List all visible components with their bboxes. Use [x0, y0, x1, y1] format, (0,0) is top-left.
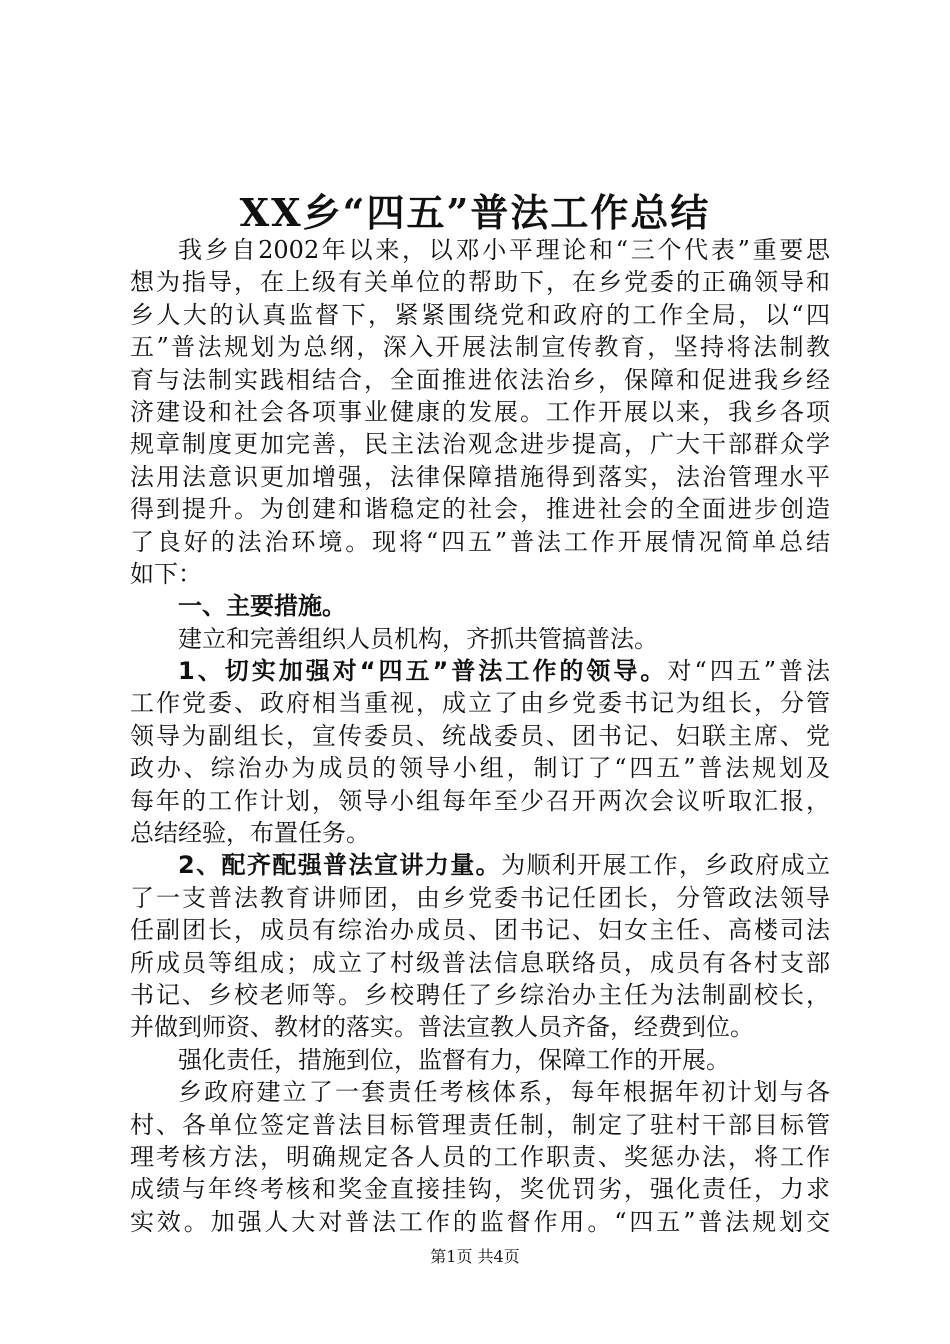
- line-text: 所成员等组成；成立了村级普法信息联络员，成员有各村支部: [130, 948, 830, 977]
- paragraph-line: [130, 947, 830, 979]
- paragraph-line: [130, 979, 830, 1011]
- line-text: 如下：: [130, 559, 202, 588]
- line-text: 乡人大的认真监督下，紧紧围绕党和政府的工作全局，以“四: [130, 300, 830, 329]
- bold-heading: 1、切实加强对“四五”普法工作的领导。: [178, 657, 668, 686]
- page-footer: 第1页 共4页: [430, 1247, 520, 1266]
- paragraph-line: [130, 817, 830, 849]
- bold-heading: 一、主要措施。: [178, 592, 346, 621]
- paragraph-line: [130, 1076, 830, 1108]
- bold-heading: 2、配齐配强普法宣讲力量。: [178, 851, 502, 880]
- line-text: 为顺利开展工作，乡政府成立: [501, 851, 831, 880]
- line-text: 书记、乡校老师等。乡校聘任了乡综治办主任为法制副校长，: [130, 980, 830, 1009]
- paragraph-line: [130, 914, 830, 946]
- paragraph-line: [130, 1044, 830, 1076]
- paragraph-line: [130, 590, 830, 622]
- line-text: 强化责任，措施到位，监督有力，保障工作的开展。: [178, 1045, 730, 1074]
- document-title: XX乡“四五”普法工作总结: [239, 190, 711, 235]
- line-text: 总结经验，布置任务。: [130, 819, 370, 848]
- paragraph-line: [130, 882, 830, 914]
- paragraph-line: [130, 428, 830, 460]
- line-text: 建立和完善组织人员机构，齐抓共管搞普法。: [178, 624, 658, 653]
- line-text: 并做到师资、教材的落实。普法宣教人员齐备，经费到位。: [130, 1013, 754, 1042]
- line-text: 五”普法规划为总纲，深入开展法制宣传教育，坚持将法制教: [130, 333, 830, 362]
- paragraph-line: [130, 364, 830, 396]
- line-text: 乡政府建立了一套责任考核体系，每年根据年初计划与各: [178, 1078, 830, 1107]
- paragraph-line: [130, 720, 830, 752]
- line-text: 工作党委、政府相当重视，成立了由乡党委书记为组长，分管: [130, 689, 830, 718]
- line-text: 育与法制实践相结合，全面推进依法治乡，保障和促进我乡经: [130, 365, 830, 394]
- paragraph-line: [130, 1173, 830, 1205]
- paragraph-line: [130, 266, 830, 298]
- paragraph-line: [130, 493, 830, 525]
- paragraph-line: [130, 849, 830, 881]
- paragraph-line: [130, 687, 830, 719]
- line-text: 济建设和社会各项事业健康的发展。工作开展以来，我乡各项: [130, 397, 830, 426]
- paragraph-line: [130, 526, 830, 558]
- paragraph-line: [130, 234, 830, 266]
- line-text: 理考核方法，明确规定各人员的工作职责、奖惩办法，将工作: [130, 1142, 830, 1171]
- line-text: 了良好的法治环境。现将“四五”普法工作开展情况简单总结: [130, 527, 830, 556]
- line-text: 领导为副组长，宣传委员、统战委员、团书记、妇联主席、党: [130, 721, 830, 750]
- paragraph-line: [130, 461, 830, 493]
- line-text: 想为指导，在上级有关单位的帮助下，在乡党委的正确领导和: [130, 268, 830, 297]
- line-text: 实效。加强人大对普法工作的监督作用。“四五”普法规划交: [130, 1207, 830, 1236]
- paragraph-line: [130, 1109, 830, 1141]
- paragraph-line: [130, 785, 830, 817]
- paragraph-line: [130, 623, 830, 655]
- line-text: 任副团长，成员有综治办成员、团书记、妇女主任、高楼司法: [130, 916, 830, 945]
- paragraph-line: [130, 1011, 830, 1043]
- line-text: 我乡自2002年以来，以邓小平理论和“三个代表”重要思: [178, 236, 830, 264]
- paragraph-line: [130, 396, 830, 428]
- line-text: 政办、综治办为成员的领导小组，制订了“四五”普法规划及: [130, 754, 830, 783]
- document-body: [130, 234, 830, 1238]
- paragraph-line: [130, 752, 830, 784]
- line-text: 得到提升。为创建和谐稳定的社会，推进社会的全面进步创造: [130, 495, 830, 524]
- line-text: 法用法意识更加增强，法律保障措施得到落实，法治管理水平: [130, 462, 830, 491]
- line-text: 成绩与年终考核和奖金直接挂钩，奖优罚劣，强化责任，力求: [130, 1175, 830, 1204]
- paragraph-line: [130, 655, 830, 687]
- line-text: 村、各单位签定普法目标管理责任制，制定了驻村干部目标管: [130, 1110, 830, 1139]
- line-text: 每年的工作计划，领导小组每年至少召开两次会议听取汇报，: [130, 786, 830, 815]
- paragraph-line: [130, 1141, 830, 1173]
- paragraph-line: [130, 299, 830, 331]
- line-text: 对“四五”普法: [667, 657, 830, 686]
- paragraph-line: [130, 558, 830, 590]
- line-text: 规章制度更加完善，民主法治观念进步提高，广大干部群众学: [130, 430, 830, 459]
- line-text: 了一支普法教育讲师团，由乡党委书记任团长，分管政法领导: [130, 883, 830, 912]
- paragraph-line: [130, 1206, 830, 1238]
- paragraph-line: [130, 331, 830, 363]
